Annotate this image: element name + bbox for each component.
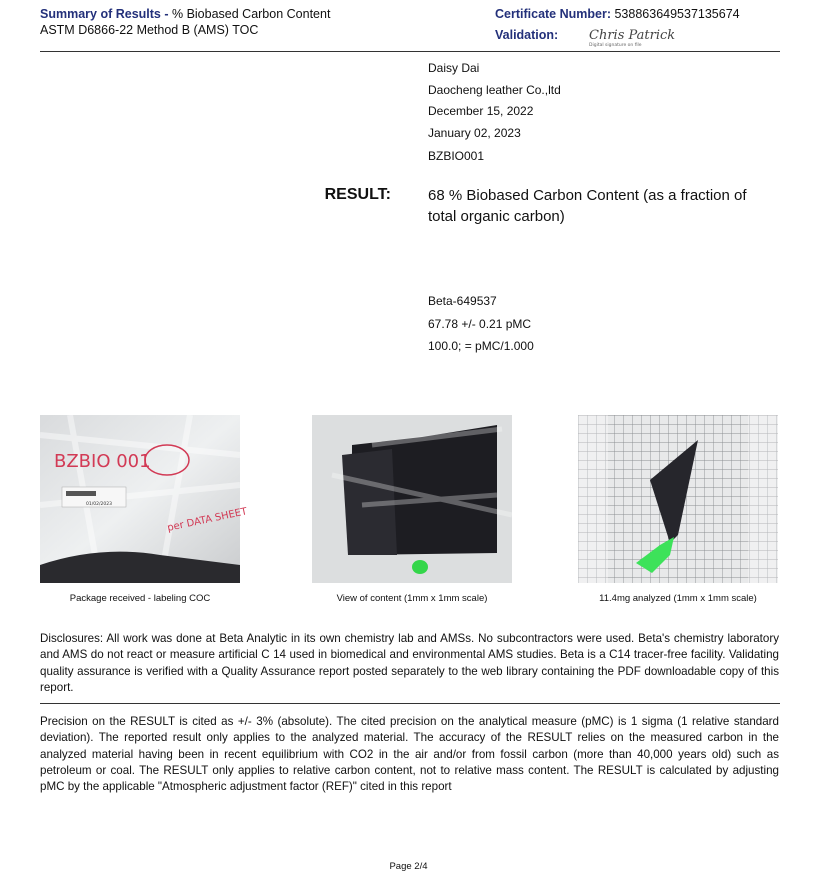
signature-caption: Digital signature on file: [589, 43, 642, 48]
handwritten-label: BZBIO 001: [54, 451, 151, 472]
info-value: December 15, 2022: [428, 104, 534, 118]
info-value: BZBIO001: [428, 149, 485, 163]
result-label: RESULT:: [324, 186, 391, 203]
photo-caption: View of content (1mm x 1mm scale): [336, 593, 488, 604]
handwritten-note: per DATA SHEET: [166, 506, 249, 534]
lab-value: 67.78 +/- 0.21 pMC: [428, 317, 532, 331]
section-rule: [40, 703, 780, 704]
signature-image: [585, 24, 720, 48]
lab-value: 100.0; = pMC/1.000: [428, 339, 534, 353]
photo-analyzed-sample: [578, 415, 778, 583]
info-value: Daocheng leather Co.,ltd: [428, 83, 561, 97]
result-value: 68 % Biobased Carbon Content (as a fraction of total organic carbon): [428, 187, 747, 225]
disclosures-text: Disclosures: All work was done at Beta Analytic in its own chemistry lab and AMSs. No subcontractors were used. Beta's chemistry laboratory and AMS do not react or measure artificial C 14 used in biomedical and environmental AMS studies. Beta is a C14 tracer-free facility. Validating quality assurance is verified with a Quality Assurance report posted separately to the web library containing the PDF downloadable copy of this report.: [40, 632, 779, 694]
precision-text: Precision on the RESULT is cited as +/- 3% (absolute). The cited precision on the analytical measure (pMC) is 1 sigma (1 relative standard deviation). The reported result only applies to the analyzed material. The accuracy of the RESULT relies on the measured carbon in the analyzed material having been in recent equilibrium with CO2 in the air and/or from fossil carbon (more than 40,000 years old) such as petroleum or coal. The RESULT only applies to relative carbon content, not to relative mass content. The RESULT is calculated by adjusting pMC by the applicable "Atmospheric adjustment factor (REF)" cited in this report: [40, 715, 779, 794]
signature-name: Chris Patrick: [589, 28, 676, 43]
summary-title: % Biobased Carbon Content: [171, 7, 331, 21]
lab-value: Beta-649537: [428, 294, 497, 308]
info-value: Daisy Dai: [428, 61, 480, 75]
report-header-left: [40, 6, 330, 38]
certificate-number: 538863649537135674: [614, 7, 740, 21]
photo-content-view: [312, 415, 512, 583]
info-value: January 02, 2023: [428, 126, 521, 140]
certificate-label: Certificate Number:: [495, 7, 611, 21]
certificate-line: [495, 6, 740, 22]
page-number: Page 2/4: [389, 861, 428, 872]
photo-caption: 11.4mg analyzed (1mm x 1mm scale): [599, 593, 757, 604]
summary-label: Summary of Results -: [40, 7, 172, 21]
date-label: 01/02/2023: [86, 502, 112, 507]
photo-package: [40, 415, 249, 583]
header-rule: [40, 51, 780, 52]
method-line: ASTM D6866-22 Method B (AMS) TOC: [40, 23, 259, 37]
photo-caption: Package received - labeling COC: [69, 593, 211, 604]
validation-label: Validation:: [495, 28, 559, 42]
